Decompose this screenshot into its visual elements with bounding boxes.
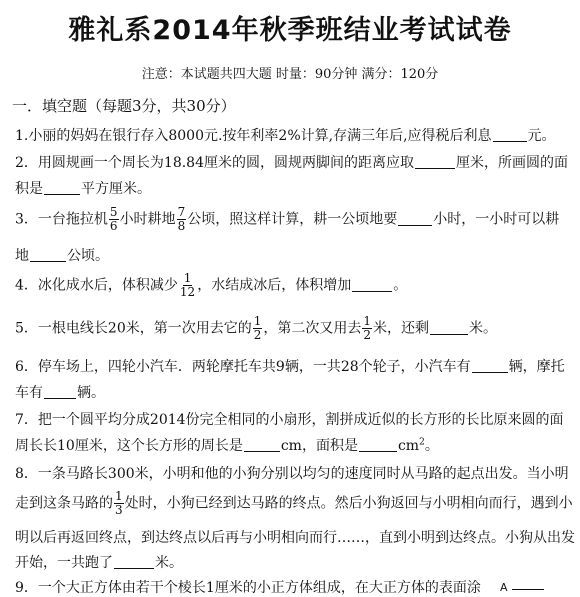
- answer-blank[interactable]: [415, 154, 455, 169]
- question-text: 处时，小狗已经到达马路的终点。然后小狗返回与小明相向而行，遇到小: [124, 495, 573, 512]
- question-2-cont: [15, 178, 151, 198]
- question-text: 小时耕地: [119, 211, 176, 228]
- question-text: 周长长10厘米，这个长方形的周长是: [15, 438, 243, 454]
- question-text: 2．用圆规画一个周长为18.84厘米的圆，圆规两脚间的距离应取: [15, 155, 414, 171]
- question-1: [15, 125, 556, 145]
- question-text: 4．冰化成水后，体积减少: [15, 277, 178, 294]
- question-text: 车有: [15, 385, 43, 401]
- answer-blank[interactable]: [430, 320, 468, 335]
- question-7: [15, 409, 564, 429]
- question-text: 厘米，所画圆的面: [456, 155, 568, 171]
- question-3-cont: [15, 245, 109, 265]
- question-text: 7．把一个圆平均分成2014份完全相同的小扇形，割拼成近似的长方形的长比原来圆的面: [15, 412, 564, 428]
- question-text: 米，还剩: [373, 320, 430, 337]
- answer-blank[interactable]: [493, 127, 527, 142]
- question-text: 。: [393, 277, 408, 294]
- question-text: 9．一个大正方体由若干个棱长1厘米的小正方体组成，在大正方体的表面涂: [15, 580, 481, 596]
- question-text: 元。: [527, 128, 556, 144]
- question-text: 米。: [155, 555, 183, 571]
- question-text: cm，面积是: [280, 438, 358, 454]
- answer-blank[interactable]: [359, 437, 397, 452]
- exam-title: 雅礼系2014年秋季班结业考试试卷: [68, 15, 512, 46]
- fraction: $\frac{1}{2}$: [253, 314, 262, 342]
- question-8-cont3: [15, 552, 183, 572]
- question-3: [15, 206, 559, 233]
- question-text: ，水结成冰后，体积增加: [197, 277, 352, 294]
- question-5: [15, 315, 497, 342]
- exam-notice: 注意：本试题共四大题 时量：90分钟 满分：120分: [141, 67, 439, 82]
- question-text: 小时，一小时可以耕: [433, 211, 560, 228]
- section-heading-fill-in: 一．填空题（每题3分，共30分）: [12, 97, 236, 115]
- question-2: [15, 152, 568, 172]
- question-text: 8．一条马路长300米，小明和他的小狗分别以均匀的速度同时从马路的起点出发。当小明: [15, 466, 569, 482]
- question-9: [15, 577, 481, 597]
- question-text: ，第二次又用去: [263, 320, 362, 337]
- question-6-cont: [15, 382, 105, 402]
- question-text: 3．一台拖拉机: [15, 211, 108, 228]
- question-text: cm: [397, 438, 420, 454]
- question-text: 地: [15, 248, 29, 264]
- question-text: 6．停车场上，四轮小汽车．两轮摩托车共9辆，一共28个轮子，小汽车有: [15, 359, 471, 375]
- question-8-cont1: [15, 490, 573, 517]
- question-text: 走到这条马路的: [15, 495, 113, 512]
- corner-line: [512, 589, 544, 590]
- fraction: $\frac{1}{3}$: [115, 489, 123, 517]
- question-text: 明以后再返回终点，到达终点以后再与小明相向而行……，直到小明到达终点。小狗从出发: [15, 530, 575, 546]
- fraction: $\frac{5}{6}$: [109, 205, 118, 233]
- question-text: 公顷。: [67, 248, 109, 264]
- fraction: $\frac{1}{2}$: [363, 314, 372, 342]
- answer-blank[interactable]: [352, 277, 392, 292]
- answer-blank[interactable]: [30, 247, 66, 262]
- question-text: 。: [424, 438, 439, 454]
- fraction: $\frac{1}{12}$: [179, 271, 196, 299]
- question-6: [15, 356, 565, 376]
- fraction: $\frac{7}{8}$: [177, 205, 186, 233]
- question-text: 辆，摩托: [508, 359, 565, 375]
- question-8-cont2: [15, 527, 575, 547]
- question-text: 1.小丽的妈妈在银行存入8000元.按年利率2%计算,存满三年后,应得税后利息: [15, 128, 492, 144]
- superscript: 2: [419, 437, 425, 448]
- question-text: 开始，一共跑了: [15, 555, 113, 571]
- question-7-cont: [15, 435, 439, 455]
- question-4: [15, 272, 407, 299]
- answer-blank[interactable]: [44, 180, 80, 195]
- answer-blank[interactable]: [114, 554, 154, 569]
- answer-blank[interactable]: [244, 437, 280, 452]
- answer-blank[interactable]: [44, 384, 76, 399]
- question-text: 公顷，照这样计算，耕一公顷地要: [187, 211, 398, 228]
- question-text: 辆。: [77, 385, 105, 401]
- question-text: 5．一根电线长20米，第一次用去它的: [15, 320, 252, 337]
- question-text: 积是: [15, 181, 43, 197]
- answer-blank[interactable]: [472, 358, 508, 373]
- question-text: 平方厘米。: [81, 181, 151, 197]
- question-text: 米。: [469, 320, 498, 337]
- question-8: [15, 463, 569, 483]
- corner-mark: A: [500, 581, 508, 594]
- answer-blank[interactable]: [398, 211, 432, 226]
